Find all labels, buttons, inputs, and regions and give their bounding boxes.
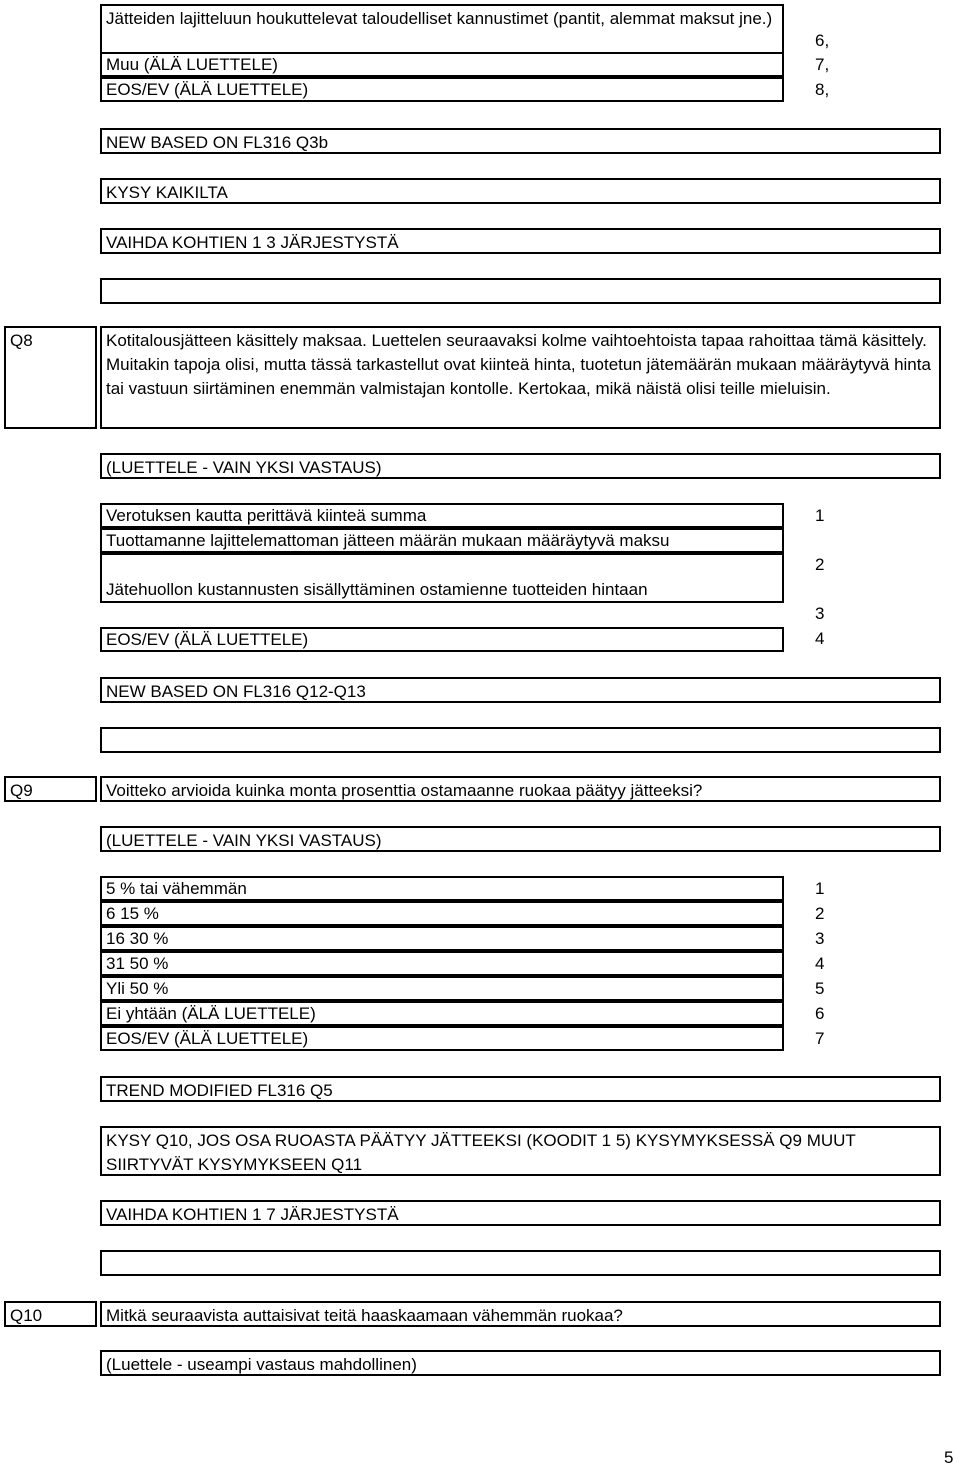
option-code: 6 xyxy=(815,1004,825,1023)
option-label: EOS/EV (ÄLÄ LUETTELE) xyxy=(106,630,309,649)
answer-option xyxy=(100,1001,784,1026)
based-on-text: NEW BASED ON FL316 Q3b xyxy=(106,133,329,152)
question-text-box xyxy=(100,1301,941,1327)
filter-note xyxy=(100,1126,941,1176)
option-label: Muu (ÄLÄ LUETTELE) xyxy=(106,55,278,74)
filter-text: KYSY Q10, JOS OSA RUOASTA PÄÄTYY JÄTTEEKSI (KOODIT 1 5) KYSYMYKSESSÄ Q9 MUUT SIIRTYVÄT KYSYMYKSEEN Q11 xyxy=(106,1131,856,1174)
option-label: EOS/EV (ÄLÄ LUETTELE) xyxy=(106,1029,309,1048)
option-code: 4 xyxy=(815,629,825,648)
question-id: Q9 xyxy=(10,781,33,800)
option-code: 7, xyxy=(815,55,830,74)
answer-option xyxy=(100,528,784,553)
top-option-7 xyxy=(100,52,784,77)
option-code: 6, xyxy=(815,31,830,50)
rotate-note xyxy=(100,228,941,254)
option-code: 1 xyxy=(815,879,825,898)
question-id-box xyxy=(4,326,97,429)
top-option-8 xyxy=(100,77,784,102)
rotate-text: VAIHDA KOHTIEN 1 3 JÄRJESTYSTÄ xyxy=(106,233,399,252)
answer-option xyxy=(100,553,784,603)
based-on-note xyxy=(100,128,941,154)
answer-option xyxy=(100,876,784,901)
option-code: 2 xyxy=(815,904,825,923)
ask-all-note xyxy=(100,178,941,204)
option-label: EOS/EV (ÄLÄ LUETTELE) xyxy=(106,80,309,99)
option-label: 31 50 % xyxy=(106,954,169,973)
option-label: Jätehuollon kustannusten sisällyttäminen ostamienne tuotteiden hintaan xyxy=(106,580,648,599)
option-code: 8, xyxy=(815,80,830,99)
question-text: Kotitalousjätteen käsittely maksaa. Luettelen seuraavaksi kolme vaihtoehtoista tapaa rahoittaa tämä käsittely. Muitakin tapoja olisi, mutta tässä tarkastellut ovat kiinteä hinta, tuotetun jätemäärän mukaan määräytyvä hinta tai vastuun siirtäminen enemmän valmistajan kontolle. Kertokaa, mikä näistä olisi teille mieluisin. xyxy=(106,331,931,398)
question-id-box xyxy=(4,776,97,802)
answer-option xyxy=(100,627,784,652)
option-code: 7 xyxy=(815,1029,825,1048)
trend-note xyxy=(100,1076,941,1102)
answer-option xyxy=(100,926,784,951)
question-text-box xyxy=(100,326,941,429)
option-label: Tuottamanne lajittelemattoman jätteen määrän mukaan määräytyvä maksu xyxy=(106,531,670,550)
option-code: 4 xyxy=(815,954,825,973)
option-code: 2 xyxy=(815,555,825,574)
option-code: 1 xyxy=(815,506,825,525)
option-code: 3 xyxy=(815,929,825,948)
answer-option xyxy=(100,901,784,926)
answer-option xyxy=(100,1026,784,1051)
question-id: Q10 xyxy=(10,1306,43,1325)
instruction-text: (LUETTELE - VAIN YKSI VASTAUS) xyxy=(106,458,382,477)
based-on-note xyxy=(100,677,941,703)
option-label: Jätteiden lajitteluun houkuttelevat taloudelliset kannustimet (pantit, alemmat maksut jne.) xyxy=(106,9,773,28)
option-label: Verotuksen kautta perittävä kiinteä summa xyxy=(106,506,427,525)
rotate-text: VAIHDA KOHTIEN 1 7 JÄRJESTYSTÄ xyxy=(106,1205,399,1224)
trend-text: TREND MODIFIED FL316 Q5 xyxy=(106,1081,333,1100)
instruction-text: (Luettele - useampi vastaus mahdollinen) xyxy=(106,1355,417,1374)
ask-all-text: KYSY KAIKILTA xyxy=(106,183,228,202)
option-code: 5 xyxy=(815,979,825,998)
answer-option xyxy=(100,503,784,528)
rotate-note xyxy=(100,1200,941,1226)
answer-option xyxy=(100,976,784,1001)
question-text: Mitkä seuraavista auttaisivat teitä haaskaamaan vähemmän ruokaa? xyxy=(106,1306,623,1325)
empty-note-box xyxy=(100,1250,941,1276)
question-id: Q8 xyxy=(10,331,33,350)
instruction-box xyxy=(100,1350,941,1376)
question-text: Voitteko arvioida kuinka monta prosenttia ostamaanne ruokaa päätyy jätteeksi? xyxy=(106,781,703,800)
based-on-text: NEW BASED ON FL316 Q12-Q13 xyxy=(106,682,366,701)
instruction-box xyxy=(100,826,941,852)
question-id-box xyxy=(4,1301,97,1327)
question-text-box xyxy=(100,776,941,802)
instruction-text: (LUETTELE - VAIN YKSI VASTAUS) xyxy=(106,831,382,850)
page-number: 5 xyxy=(944,1448,954,1467)
option-label: Yli 50 % xyxy=(106,979,169,998)
answer-option xyxy=(100,951,784,976)
option-label: 16 30 % xyxy=(106,929,169,948)
instruction-box xyxy=(100,453,941,479)
option-label: Ei yhtään (ÄLÄ LUETTELE) xyxy=(106,1004,316,1023)
empty-note-box xyxy=(100,278,941,304)
option-label: 5 % tai vähemmän xyxy=(106,879,247,898)
option-label: 6 15 % xyxy=(106,904,159,923)
option-code: 3 xyxy=(815,604,825,623)
top-option-6 xyxy=(100,4,784,52)
empty-note-box xyxy=(100,727,941,753)
